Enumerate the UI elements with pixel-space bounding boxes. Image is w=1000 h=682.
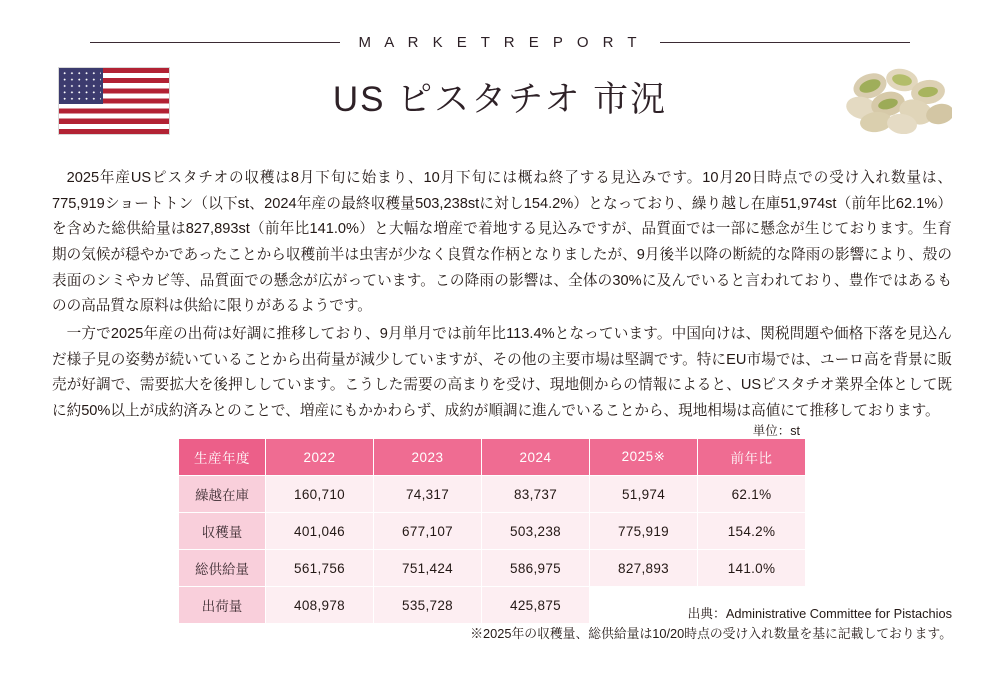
- cell-harvest-2024: 503,238: [482, 513, 589, 549]
- table-row: [179, 550, 805, 586]
- row-label-shipments: 出荷量: [179, 587, 265, 623]
- flag-canton: [59, 68, 103, 104]
- flag-stars: [61, 70, 101, 102]
- supply-data-table: [178, 438, 806, 624]
- row-label-total-supply: 総供給量: [179, 550, 265, 586]
- pistachio-illustration: [840, 62, 952, 134]
- cell-carryover-2022: 160,710: [266, 476, 373, 512]
- cell-shipments-2023: 535,728: [374, 587, 481, 623]
- cell-total-supply-2024: 586,975: [482, 550, 589, 586]
- cell-total-supply-2025: 827,893: [590, 550, 697, 586]
- cell-shipments-2022: 408,978: [266, 587, 373, 623]
- cell-total-supply-2023: 751,424: [374, 550, 481, 586]
- cell-carryover-2023: 74,317: [374, 476, 481, 512]
- column-header-year: 生産年度: [179, 439, 265, 475]
- pistachio-photo: [840, 62, 952, 134]
- column-header-2022: 2022: [266, 439, 373, 475]
- paragraph-1: 2025年産USピスタチオの収穫は8月下旬に始まり、10月下旬には概ね終了する見込みです。10月20日時点での受け入れ数量は、775,919ショートトン（以下st、2024年産の最終収穫量503,238stに対し154.2%）となっており、繰り越し在庫51,974st（前年比62.1%）を含めた総供給量は827,893st（前年比141.0%）と大幅な増産で着地する見込みですが、品質面では一部に懸念が生じております。生育期の気候が穏やかであったことから収穫前半は虫害が少なく良質な作柄となりましたが、9月後半以降の断続的な降雨の影響により、殻の表面のシミやカビ等、品質面での懸念が広がっています。この降雨の影響は、全体の30%に及んでいると言われており、豊作ではあるものの高品質な原料は供給に限りがあるようです。: [52, 170, 952, 315]
- footnotes-block: [0, 604, 952, 645]
- footnote-note: ※2025年の収穫量、総供給量は10/20時点の受け入れ数量を基に記載しております。: [470, 626, 952, 642]
- column-header-2025: 2025※: [590, 439, 697, 475]
- cell-carryover-2024: 83,737: [482, 476, 589, 512]
- eyebrow-rule-left: [90, 42, 340, 43]
- table-row: [179, 476, 805, 512]
- data-table-wrapper: [178, 438, 800, 624]
- row-label-harvest: 収穫量: [179, 513, 265, 549]
- column-header-2024: 2024: [482, 439, 589, 475]
- us-flag-icon: [58, 67, 170, 135]
- cell-total-supply-2022: 561,756: [266, 550, 373, 586]
- report-body: [52, 166, 952, 427]
- cell-carryover-yoy: 62.1%: [698, 476, 805, 512]
- page-title: US ピスタチオ 市況: [332, 80, 668, 119]
- table-unit-label: 単位：st: [752, 424, 800, 438]
- paragraph-2: 一方で2025年産の出荷は好調に推移しており、9月単月では前年比113.4%となっています。中国向けは、関税問題や価格下落を見込んだ様子見の姿勢が続いていることから出荷量が減少していますが、その他の主要市場は堅調です。特にEU市場では、ユーロ高を背景に販売が好調で、需要拡大を後押ししています。こうした需要の高まりを受け、現地側からの情報によると、USピスタチオ業界全体として既に約50%以上が成約済みとのことで、増産にもかかわらず、成約が順調に進んでいることから、現地相場は高値にて推移しております。: [52, 326, 952, 420]
- cell-shipments-2024: 425,875: [482, 587, 589, 623]
- footnote-source: 出典：Administrative Committee for Pistachios: [687, 606, 952, 621]
- cell-total-supply-yoy: 141.0%: [698, 550, 805, 586]
- table-header-row: [179, 439, 805, 475]
- table-row: [179, 513, 805, 549]
- column-header-yoy: 前年比: [698, 439, 805, 475]
- cell-harvest-2022: 401,046: [266, 513, 373, 549]
- eyebrow-rule-right: [660, 42, 910, 43]
- cell-carryover-2025: 51,974: [590, 476, 697, 512]
- column-header-2023: 2023: [374, 439, 481, 475]
- cell-harvest-2023: 677,107: [374, 513, 481, 549]
- cell-harvest-2025: 775,919: [590, 513, 697, 549]
- cell-harvest-yoy: 154.2%: [698, 513, 805, 549]
- report-header: [0, 0, 1000, 150]
- row-label-carryover: 繰越在庫: [179, 476, 265, 512]
- eyebrow-block: [0, 34, 1000, 51]
- eyebrow-text: M A R K E T R E P O R T: [358, 34, 642, 51]
